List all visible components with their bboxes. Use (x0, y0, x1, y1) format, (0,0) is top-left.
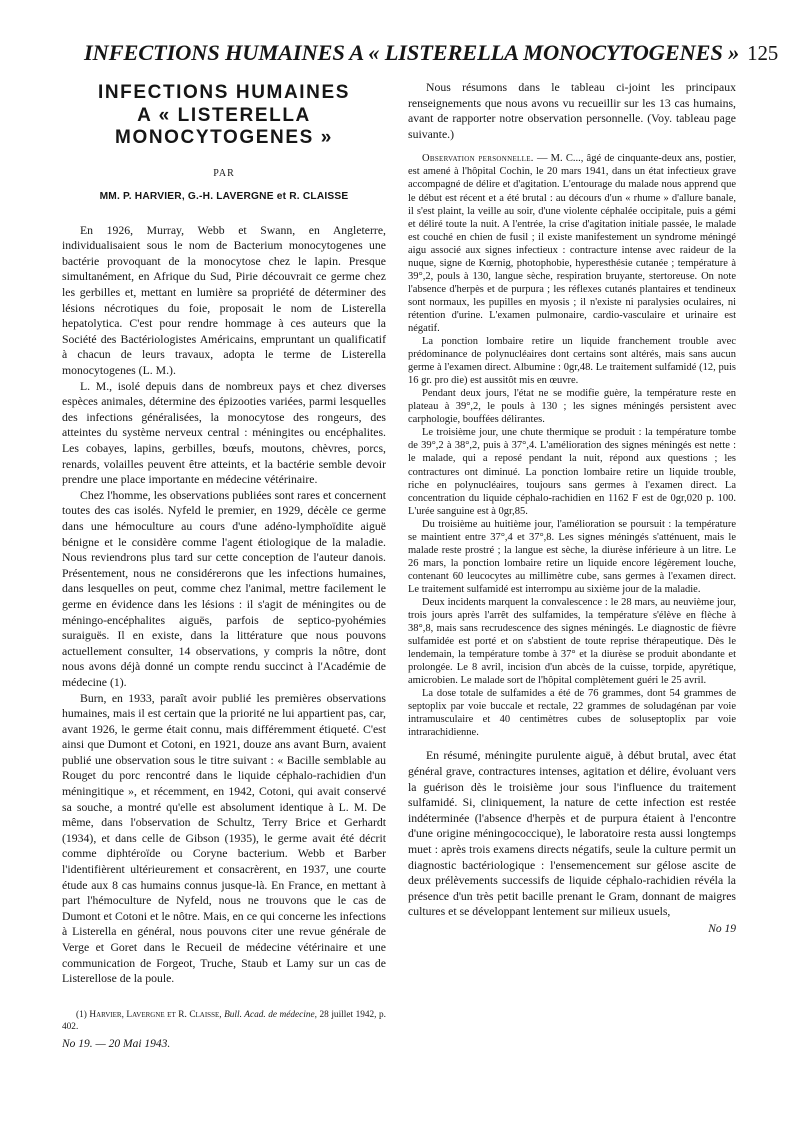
footnote (62, 1009, 386, 1033)
observation-paragraph: La dose totale de sulfamides a été de 76 grammes, dont 54 grammes de septoplix par voie buccale et rectale, 22 grammes de soludagénan par voie intramusculaire et 40 centimètres cubes de soluseptoplix par voie intrarachidienne. (408, 688, 736, 739)
observation-paragraph: Du troisième au huitième jour, l'amélioration se poursuit : la température se maintient entre 37°,4 et 37°,8. Les signes méningés s'atténuent, mais le malade reste prostré ; la langue est sèche, la diurèse inférieure à un litre. Le 26 mars, la ponction lombaire retire un liquide encore légèrement louche, contenant 60 leucocytes au millimètre cube, sans germes à l'examen direct. Le traitement sulfamidé est interrompu au sixième jour de la maladie. (408, 518, 736, 595)
observation-paragraph: Pendant deux jours, l'état ne se modifie guère, la température reste en plateau à 39°,2, le pouls à 130 ; les signes méningés persistent avec carphologie, bouffées délirantes. (408, 388, 736, 426)
observation-paragraph: La ponction lombaire retire un liquide franchement trouble avec prédominance de polynucléaires dont certains sont altérés, mais sans aucun germe à l'examen direct. Albumine : 0gr,48. Le traitement sulfamidé (12, puis 16 gr. pro die) est aussitôt mis en œuvre. (408, 336, 736, 387)
observation-block (408, 152, 736, 739)
running-head (84, 40, 779, 66)
intro-paragraph: Nous résumons dans le tableau ci-joint les principaux renseignements que nous avons vu recueillir sur les 13 cas humains, avant de rapporter notre observation personnelle. (Voy. tableau page suivante.) (408, 81, 736, 141)
body-paragraph: En 1926, Murray, Webb et Swann, en Angleterre, individualisaient sous le nom de Bacterium monocytogenes une bactérie provoquant de la monocytose chez le lapin. Presque simultanément, en Afrique du Sud, Pirie découvrait ce germe chez les gerbilles et, mettant en lumière sa propriété de déterminer des lésions nécrotiques du foie, proposait le nom de Listerella hepatolytica. C'est pour rendre hommage à ces auteurs que la Société des Bactériologistes Américains, empruntant un qualificatif à chacun de leurs travaux, adopta le terme de Listerella monocytogenes (L. M.). (62, 223, 386, 378)
article-title (62, 82, 386, 150)
observation-label: Observation personnelle. (422, 153, 534, 165)
footnote-journal: Bull. Acad. de médecine, (224, 1009, 317, 1020)
observation-paragraph: Deux incidents marquent la convalescence : le 28 mars, au neuvième jour, trois jours après l'arrêt des sulfamides, la température s'élève en flèche à 38°,8, mais sans recrudescence des signes méningés. Le diagnostic de fièvre sulfamidée est porté et on s'abstient de toute reprise thérapeutique. Dès le lendemain, la température tombe à 37° et la diurèse se produit abondante et prolongée. Le 8 avril, incision d'un abcès de la cuisse, torpide, apyrétique, amicrobien. Le malade sort de l'hôpital complètement guéri le 25 avril. (408, 596, 736, 687)
title-line-3: MONOCYTOGENES » (115, 127, 333, 148)
footnote-date: 28 juillet 1942, p. 402. (62, 1009, 386, 1032)
authors: MM. P. HARVIER, G.-H. LAVERGNE et R. CLAISSE (99, 191, 349, 203)
page-marker: No 19 (708, 923, 736, 936)
body-paragraph: L. M., isolé depuis dans de nombreux pays et chez diverses espèces animales, détermine des épizooties variées, parmi lesquelles des infections généralisées, la monocytose des rongeurs, des atteintes du système nerveux central : méningites ou encéphalites. Les cobayes, lapins, gerbilles, bœufs, moutons, chèvres, porcs, renards, volailles peuvent être atteints, et la bactérie semble devoir prendre une place importante en médecine vétérinaire. (62, 379, 386, 487)
observation-paragraph: Le troisième jour, une chute thermique se produit : la température tombe de 39°,2 à 38°,2, puis à 37°,4. L'amélioration des signes méningés est nette : le malade, qui a reposé pendant la nuit, répond aux questions ; les contractures ont diminué. La ponction lombaire retire un liquide trouble, riche en polynucléaires, toujours sans germes à l'examen direct. La concentration du liquide céphalo-rachidien en 1162 F est de 0gr,020 p. 100. L'urée sanguine est à 0gr,85. (408, 427, 736, 517)
page-number: 125 (747, 41, 779, 65)
section-gap (408, 739, 736, 748)
byline-par: PAR (213, 167, 235, 179)
observation-paragraph-0 (408, 152, 736, 335)
footnote-authors: (1) Harvier, Lavergne et R. Claisse, (76, 1009, 222, 1020)
title-line-1: INFECTIONS HUMAINES (97, 82, 351, 103)
title-line-2: A « LISTERELLA (137, 104, 311, 126)
observation-text-0: — M. C..., âgé de cinquante-deux ans, postier, est amené à l'hôpital Cochin, le 20 mars 1941, dans un état infectieux grave accompagné de délire et d'agitation. L'entourage du malade nous apprend que le début est récent et a été brutal : au décours d'un « rhume » d'allure banale, il s'est plaint, la veille au soir, d'une violente céphalée occipitale, puis a gémi et déliré toute la nuit. A l'entrée, la crise d'agitation initiale passée, le malade est couché en chien de fusil ; il existe manifestement un syndrome méningé aigu associé aux signes infectieux : contracture intense avec raideur de la nuque, signe de Kœrnig, photophobie, hyperesthésie cutanée ; température à 39°,2, pouls à 130, langue sèche, respiration bruyante, stertoreuse. On note l'absence d'herpès et de purpura ; les réflexes cutanés plantaires et tendineux sont normaux, les pupilles en myosis ; il n'existe ni paralysies oculaires, ni rétention d'urine. L'examen pulmonaire, cardio-vasculaire et urinaire est négatif. (408, 153, 736, 334)
issue-line: No 19. — 20 Mai 1943. (62, 1037, 171, 1050)
body-paragraph: Chez l'homme, les observations publiées sont rares et concernent toutes des cas isolés. Nyfeld le premier, en 1929, décèle ce germe dans une hémoculture au cours d'une adéno-lymphoïdite aiguë bénigne et le considère comme l'agent étiologique de la maladie. Nous reviendrons plus tard sur cette conception de l'auteur danois. Présentement, nous ne considérerons que les infections humaines, dans lesquelles on peut, comme chez l'animal, mettre facilement le germe en évidence dans les lésions : il s'agit de méningites ou de méningo-encéphalites aiguës, parfois de septico-pyohémies suraiguës. Il en existe, dans la littérature que nous pouvons actuellement consulter, 14 observations, y compris la nôtre, dont nous avons déjà donné un compte rendu succinct à l'Académie de médecine (1). (62, 488, 386, 689)
summary-paragraph: En résumé, méningite purulente aiguë, à début brutal, avec état général grave, contractures intenses, agitation et délire, évoluant vers la guérison dès le troisième jour sous l'influence du traitement sulfamidé. Si, cliniquement, la nature de cette infection est restée indéterminée (l'absence d'herpès et de purpura étaient à l'encontre d'une origine méningococcique), le laboratoire resta aussi longtemps muet : après trois examens directs négatifs, seule la culture permit un diagnostic bactériologique : l'ensemencement sur gélose ascite de deux prélèvements successifs de liquide céphalo-rachidien révéla la présence d'un très petit bacille prenant le Gram, donnant de maigres cultures et se développant lentement sur milieux usuels, (408, 749, 736, 919)
left-column (62, 80, 386, 1052)
right-column (408, 80, 736, 938)
body-paragraph: Burn, en 1933, paraît avoir publié les premières observations humaines, mais il est certain que la priorité ne lui appartient pas, car, avant 1926, le germe était connu, mais différemment étiqueté. C'est ainsi que Dumont et Cotoni, en 1921, douze ans avant Burn, avaient publié une observation sous le titre suivant : « Bacille semblable au Rouget du porc rencontré dans le liquide céphalo-rachidien d'un méningitique », et récemment, en 1942, Cotoni, qui avait conservé sa souche, a montré qu'elle est absolument identique à L. M. De même, dans l'observation de Schultz, Terry Brice et Gerhardt (1934), et dans celle de Gibson (1935), le germe avait été décrit comme diphtéroïde ou Coryne bacterium. Webb et Barber l'identifièrent ultérieurement et consacrèrent, en 1937, une courte étude aux 8 cas humains connus jusque-là. En France, en mettant à part l'hémoculture de Nyfeld, nous ne trouvons que le cas de Dumont et Cotoni et le nôtre. Mais, en ce qui concerne les infections à Listerella en général, nous pouvons citer une revue générale de Verge et Goret dans le Recueil de médecine vétérinaire et une communication de Forgeot, Truche, Staub et Lamy sur un cas de Listerellose de la poule. (62, 691, 386, 986)
footnote-gap (62, 987, 386, 1009)
running-title: INFECTIONS HUMAINES A « LISTERELLA MONOCYTOGENES » (84, 40, 740, 65)
